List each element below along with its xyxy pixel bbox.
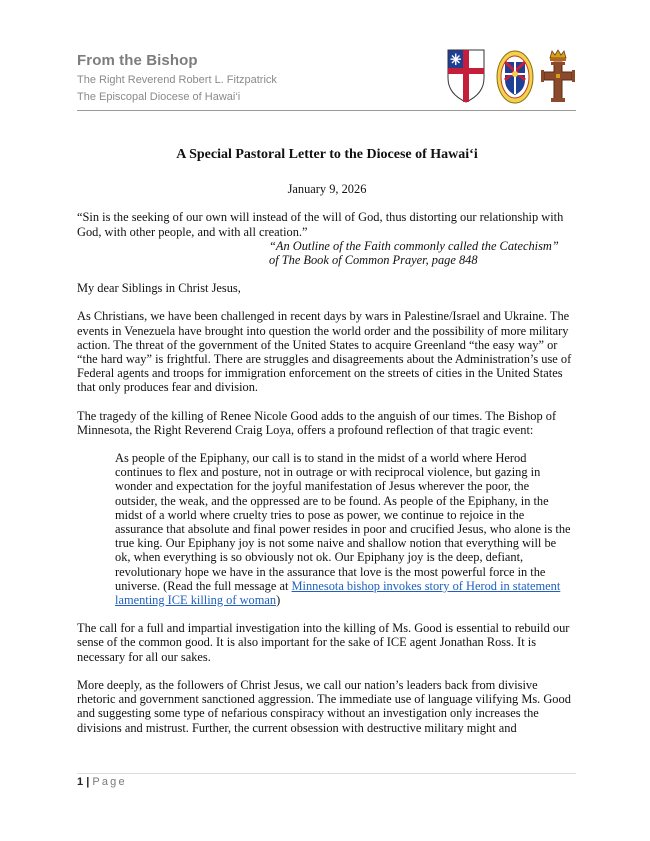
block-quote-text: As people of the Epiphany, our call is to stand in the midst of a world where Herod continues to flex and posture, not in outrage or with reciprocal violence, but gazing in wonder and expectation for the joyful manifestation of Jesus wherever the poor, the outsider, the weak, and the oppressed are to be found. As people of the Epiphany, in the midst of a world where cruelty tries to pose as power, we continue to rejoice in the assurance that absolute and final power resides in poor and crucified Jesus, who alone is the true king. Our Epiphany joy is not some naive and shallow notion that everything will be ok, when everything is so obviously not ok. Our Epiphany joy is the deep, defiant, revolutionary hope we have in the assurance that love is the most powerful force in the universe. (Read the full message at [115,451,571,593]
page-footer [77,776,127,788]
salutation: My dear Siblings in Christ Jesus, [77,281,241,296]
block-quote-end: ) [276,593,281,608]
page-label: Page [92,776,127,788]
footer-divider [77,773,576,774]
block-quote [77,451,577,607]
citation-line-1: “An Outline of the Faith commonly called the Catechism” [269,238,559,253]
crowned-cross-icon [539,48,577,104]
letter-date: January 9, 2026 [287,182,367,197]
diocese-crest-icon [496,50,534,104]
header-divider [77,110,576,111]
letter-title: A Special Pastoral Letter to the Diocese of Hawai‘i [176,147,478,162]
letterhead-diocese: The Episcopal Diocese of Hawai‘i [77,91,241,103]
paragraph-2: The tragedy of the killing of Renee Nicole Good adds to the anguish of our times. The Bishop of Minnesota, the Right Reverend Craig Loya, offers a profound reflection of that tragic event: [77,408,557,437]
epigraph-citation [77,239,577,267]
paragraph-3: The call for a full and impartial investigation into the killing of Ms. Good is essential to rebuild our sense of the common good. It is also important for the sake of ICE agent Jonathan Ross. It is necessary for all our sakes. [77,621,570,664]
epigraph-quote: “Sin is the seeking of our own will instead of the will of God, thus distorting our relationship with God, with other people, and with all creation.” [77,210,564,239]
paragraph-1: As Christians, we have been challenged in recent days by wars in Palestine/Israel and Ukraine. The events in Venezuela have brought into question the world order and the possibility of more military action. The threat of the government of the United States to acquire Greenland “the easy way” or “the hard way” is frightful. There are struggles and disagreements about the Administration’s use of Federal agents and troops for immigration enforcement on the streets of cities in the United States that only produces fear and division. [77,309,572,395]
logo-group [446,48,578,108]
letter-body [77,148,577,749]
minnesota-bishop-link[interactable]: Minnesota bishop invokes story of Herod in statement lamenting ICE killing of woman [115,578,561,608]
page-number: 1 [77,776,84,788]
episcopal-shield-icon [446,48,486,104]
paragraph-4: More deeply, as the followers of Christ Jesus, we call our nation’s leaders back from divisive rhetoric and government sanctioned aggression. The immediate use of language vilifying Ms. Good and suggesting some type of nefarious conspiracy without an investigation only increases the divisions and mistrust. Further, the current obsession with destructive military might and [77,677,571,735]
footer-separator: | [86,776,90,788]
letterhead-bishop-name: The Right Reverend Robert L. Fitzpatrick [77,74,277,86]
letterhead-title: From the Bishop [77,52,198,69]
citation-line-2: of The Book of Common Prayer, page 848 [269,253,478,268]
